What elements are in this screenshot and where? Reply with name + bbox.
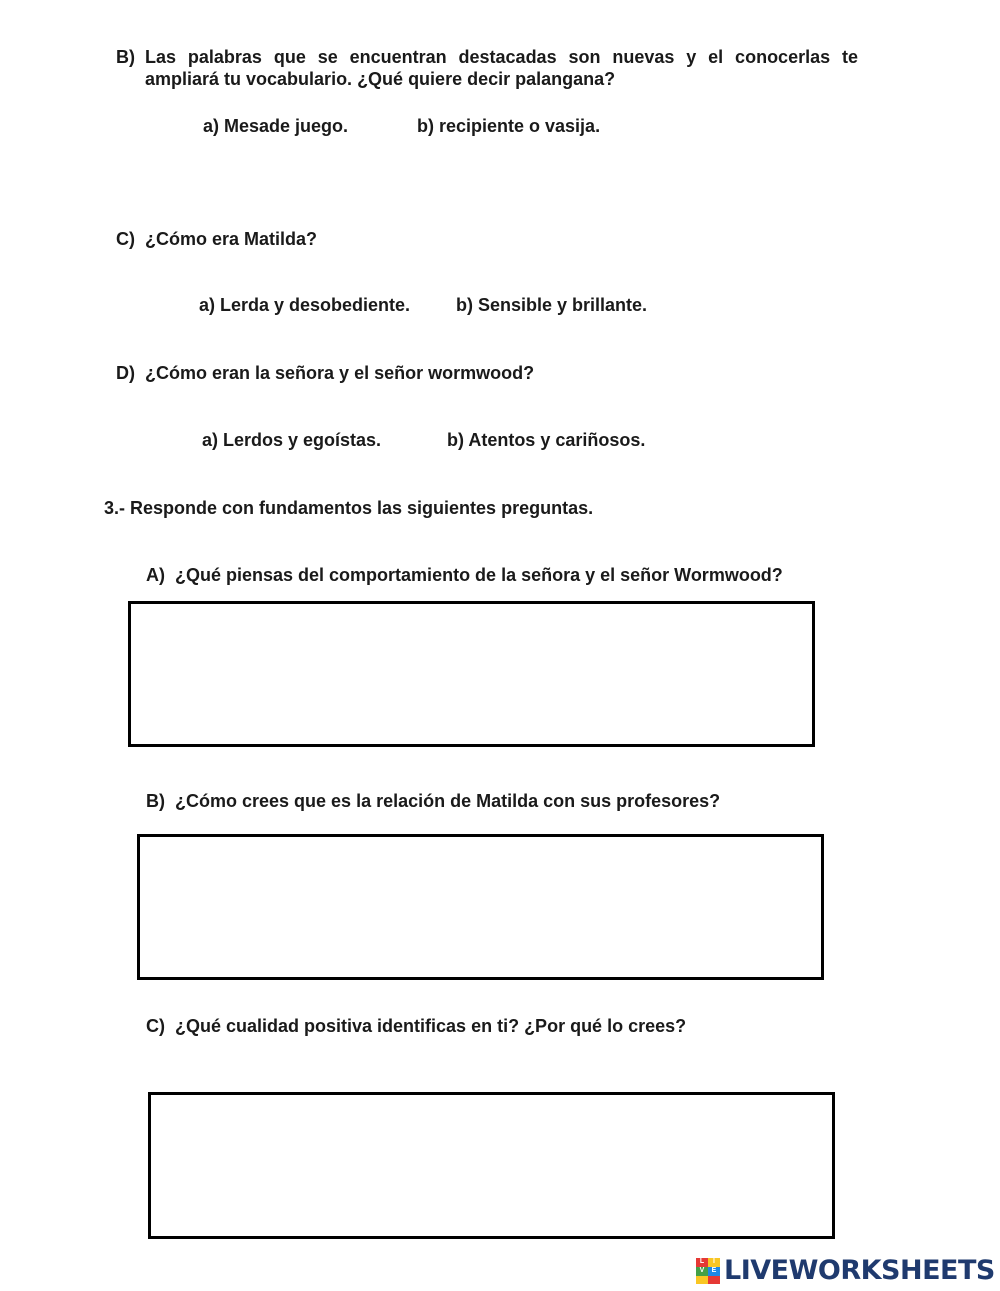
logo-mark-cell-i: I [708,1258,720,1267]
question-b-option-a[interactable]: a) Mesade juego. [203,116,349,136]
question-c-option-a[interactable]: a) Lerda y desobediente. [199,295,411,315]
logo-mark-cell-blank-1 [696,1276,708,1284]
question-d-option-a[interactable]: a) Lerdos y egoístas. [202,430,382,450]
section-3-question-b-letter: B) [146,791,165,811]
question-b-text: Las palabras que se encuentran destacadas son nuevas y el conocerlas te ampliará tu vocabulario. ¿Qué quiere decir palangana? [145,47,858,89]
liveworksheets-logo-text: LIVEWORKSHEETS [724,1255,995,1286]
section-3-question-a-text: ¿Qué piensas del comportamiento de la señora y el señor Wormwood? [175,565,783,585]
question-d-option-b[interactable]: b) Atentos y cariñosos. [447,430,646,450]
section-3-question-b-text: ¿Cómo crees que es la relación de Matilda con sus profesores? [175,791,721,811]
section-3-question-c-text: ¿Qué cualidad positiva identificas en ti? ¿Por qué lo crees? [175,1016,687,1036]
question-d-letter: D) [116,363,135,383]
answer-box-c[interactable] [148,1092,835,1239]
question-b-option-b[interactable]: b) recipiente o vasija. [417,116,601,136]
answer-box-a[interactable] [128,601,815,747]
question-c-option-b[interactable]: b) Sensible y brillante. [456,295,648,315]
question-c-text: ¿Cómo era Matilda? [145,229,318,249]
liveworksheets-logo-mark [696,1258,720,1284]
question-c-letter: C) [116,229,135,249]
section-3-question-c-letter: C) [146,1016,165,1036]
logo-mark-cell-blank-2 [708,1276,720,1284]
liveworksheets-logo [696,1255,995,1287]
answer-box-b[interactable] [137,834,824,980]
question-d-text: ¿Cómo eran la señora y el señor wormwood? [145,363,535,383]
logo-mark-cell-e: E [708,1267,720,1276]
logo-mark-cell-v: V [696,1267,708,1276]
section-3-title: 3.- Responde con fundamentos las siguientes preguntas. [104,498,594,518]
question-b-letter: B) [116,47,135,67]
section-3-question-a-letter: A) [146,565,165,585]
logo-mark-cell-l: L [696,1258,708,1267]
